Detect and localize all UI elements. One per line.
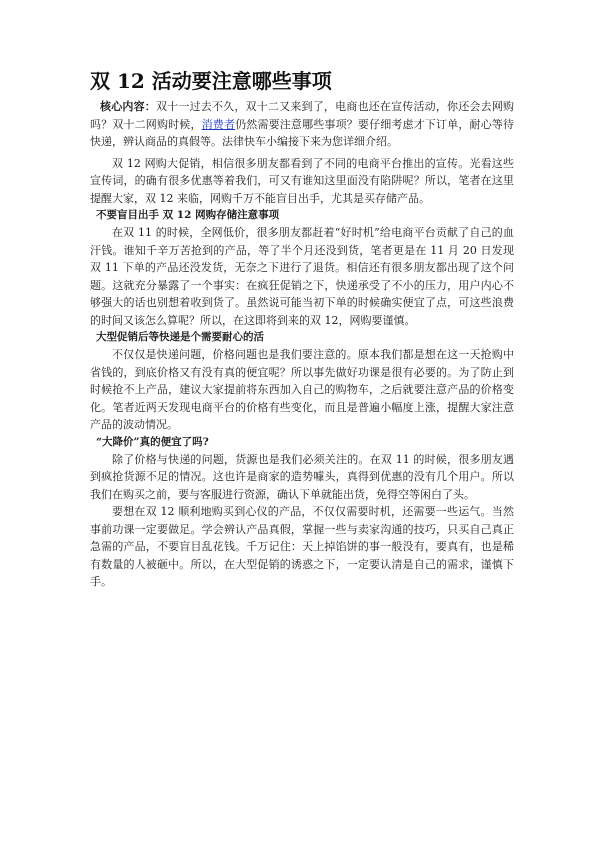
- paragraph-3: 不仅仅是快递问题，价格问题也是我们要注意的。原本我们都是想在这一天抢购中省钱的，到底价格又有没有真的便宜呢？所以事先做好功课是很有必要的。为了防止到时候抢不上产品，建议大家提前将东西加入自己的购物车，之后就要注意产品的价格变化。笔者近两天发现电商平台的价格有些变化，而且是普遍小幅度上涨，提醒大家注意产品的波动情况。: [90, 348, 514, 431]
- paragraph-2: 在双 11 的时候，全网低价，很多朋友都赶着“好时机”给电商平台贡献了自己的血汗钱。谁知千辛万苦抢到的产品，等了半个月还没到货，笔者更是在 11 月 20 日发现双 11 下单的产品还没发货，无奈之下进行了退货。相信还有很多朋友都出现了这个问题。这就充分暴露了一个事实：在疯狂促销之下，快递承受了不小的压力，用户内心不够强大的话也别想着收到货了。虽然说可能当初下单的时候确实便宜了点，可这些浪费的时间又该怎么算呢？所以，在这即将到来的双 12，网购要谨慎。: [90, 226, 514, 327]
- section-heading-2: 大型促销后等快递是个需要耐心的活: [96, 331, 264, 343]
- consumer-link[interactable]: 消费者: [201, 117, 236, 131]
- paragraph-4: 除了价格与快递的问题，货源也是我们必须关注的。在双 11 的时候，很多朋友遇到疯抢货源不足的情况。这也许是商家的造势噱头，真得到优惠的没有几个用户。所以我们在购买之前，要与客服进行资源，确认下单就能出货，免得空等闲白了头。: [90, 452, 514, 501]
- paragraph-1: 双 12 网购大促销，相信很多朋友都看到了不同的电商平台推出的宣传。光看这些宣传词，的确有很多优惠等着我们，可又有谁知这里面没有陷阱呢？所以，笔者在这里提醒大家，双 12 来临，网购千万不能盲目出手，尤其是买存储产品。: [90, 156, 514, 205]
- article-body: [90, 68, 514, 591]
- intro-text-before-link: 双十一过去不久，双十二又来到了，电商也还在宣传活动，你还会去网购吗？双十二网购时候，: [90, 100, 515, 131]
- page-title: 双 12 活动要注意哪些事项: [90, 69, 332, 93]
- core-content-label: 核心内容：: [100, 100, 156, 113]
- paragraph-5: 要想在双 12 顺利地购买到心仪的产品，不仅仅需要时机，还需要一些运气。当然事前功课一定要做足。学会辨认产品真假，掌握一些与卖家沟通的技巧，只买自己真正急需的产品，不要盲目乱花钱。千万记住：天上掉馅饼的事一般没有，要真有，也是稀有数量的人被砸中。所以，在大型促销的诱惑之下，一定要认清是自己的需求，谨慎下手。: [90, 505, 514, 588]
- intro-text-after-link: 仍然需要注意哪些事项？要仔细考虑才下订单，耐心等待快递，辨认商品的真假等。法律快车小编接下来为您详细介绍。: [90, 117, 515, 148]
- core-content-summary: [90, 98, 514, 151]
- section-heading-1: 不要盲目出手 双 12 网购存储注意事项: [96, 209, 280, 221]
- section-heading-3: “大降价”真的便宜了吗?: [96, 435, 209, 448]
